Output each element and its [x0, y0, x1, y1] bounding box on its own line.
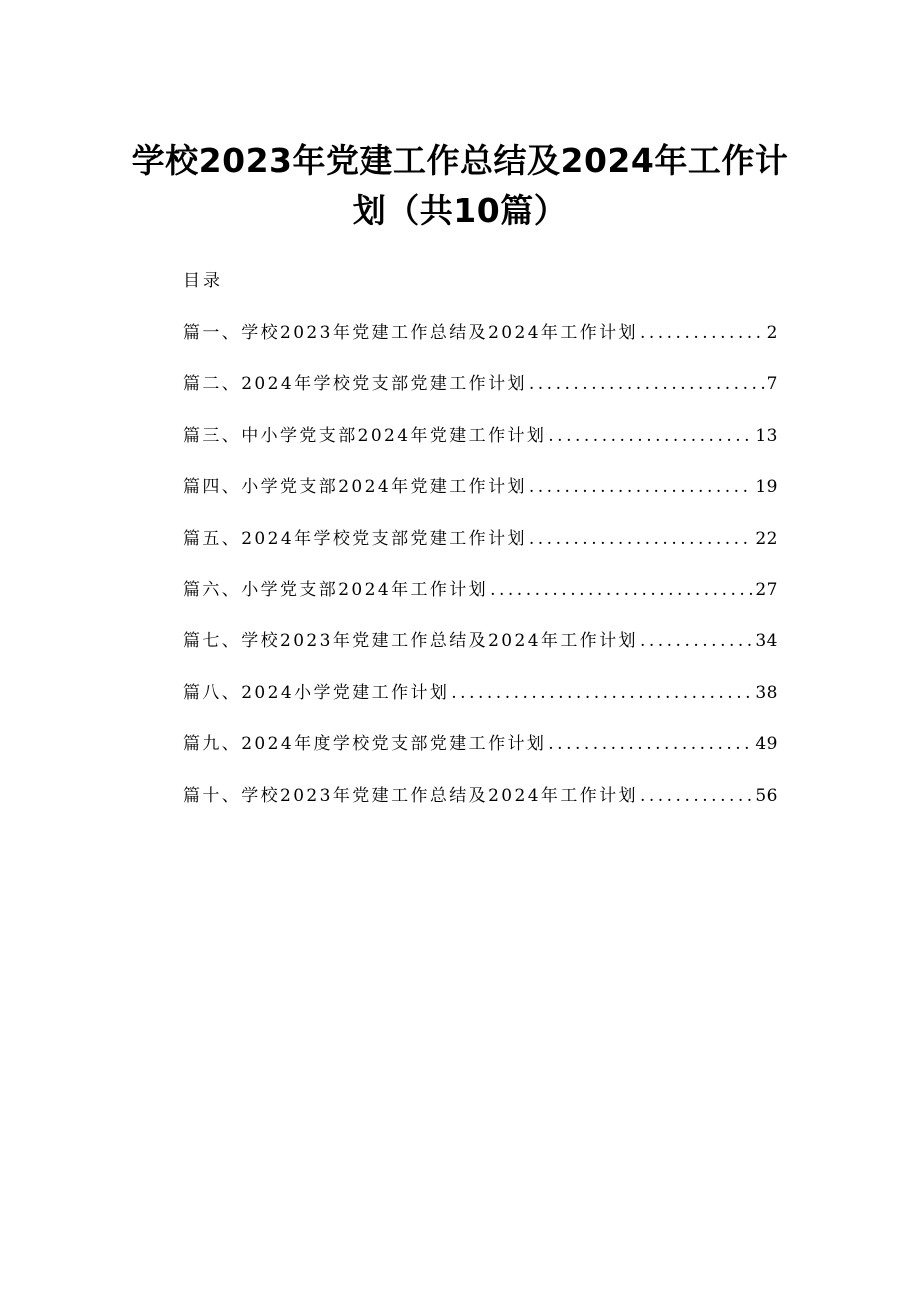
toc-entry-page: 7: [766, 374, 778, 395]
toc-dot-leader: [529, 472, 753, 502]
toc-entry[interactable]: [183, 524, 778, 575]
toc-entry-label: 篇六、小学党支部2024年工作计划: [183, 579, 489, 600]
toc-entry[interactable]: [183, 626, 778, 677]
toc-entry-label: 篇四、小学党支部2024年党建工作计划: [183, 477, 527, 498]
toc-dot-leader: [451, 678, 753, 708]
toc-dot-leader: [529, 369, 765, 399]
toc-heading: 目录: [183, 271, 223, 291]
toc-entry-label: 篇五、2024年学校党支部党建工作计划: [183, 528, 527, 549]
toc-entry-page: 2: [766, 323, 778, 343]
toc-entry-label: 篇七、学校2023年党建工作总结及2024年工作计划: [183, 631, 638, 652]
toc-entry[interactable]: [183, 318, 778, 369]
toc-entry[interactable]: [183, 421, 778, 472]
toc-dot-leader: [640, 626, 753, 656]
toc-entry-page: 49: [755, 734, 778, 755]
toc-entry[interactable]: [183, 472, 778, 523]
toc-dot-leader: [548, 421, 753, 451]
toc-entry-label: 篇一、学校2023年党建工作总结及2024年工作计划: [183, 323, 638, 343]
toc-dot-leader: [640, 781, 753, 811]
toc-entry-page: 34: [755, 631, 778, 652]
toc-entry-label: 篇三、中小学党支部2024年党建工作计划: [183, 425, 547, 446]
toc-entry-page: 38: [755, 682, 778, 703]
toc-dot-leader: [490, 575, 753, 605]
toc-dot-leader: [640, 318, 765, 348]
toc-dot-leader: [548, 729, 753, 759]
toc-entry-page: 19: [755, 477, 778, 498]
toc-entry[interactable]: [183, 369, 778, 420]
toc-dot-leader: [529, 524, 753, 554]
toc-entry[interactable]: [183, 575, 778, 626]
toc-entry-page: 13: [755, 425, 778, 446]
toc-entry-label: 篇二、2024年学校党支部党建工作计划: [183, 374, 527, 395]
toc-entry[interactable]: [183, 678, 778, 729]
title-line-2: 划（共10篇）: [352, 191, 568, 230]
toc-entry-label: 篇十、学校2023年党建工作总结及2024年工作计划: [183, 785, 638, 806]
document-title: [130, 136, 790, 236]
toc-entry-label: 篇八、2024小学党建工作计划: [183, 682, 450, 703]
title-line-1: 学校2023年党建工作总结及2024年工作计: [131, 141, 789, 180]
toc-entry[interactable]: [183, 781, 778, 832]
toc-entry-page: 27: [755, 579, 778, 600]
toc-entry-label: 篇九、2024年度学校党支部党建工作计划: [183, 734, 547, 755]
toc-entry-page: 22: [755, 528, 778, 549]
toc-entry-page: 56: [755, 785, 778, 806]
toc-entry[interactable]: [183, 729, 778, 780]
table-of-contents: [183, 318, 778, 832]
